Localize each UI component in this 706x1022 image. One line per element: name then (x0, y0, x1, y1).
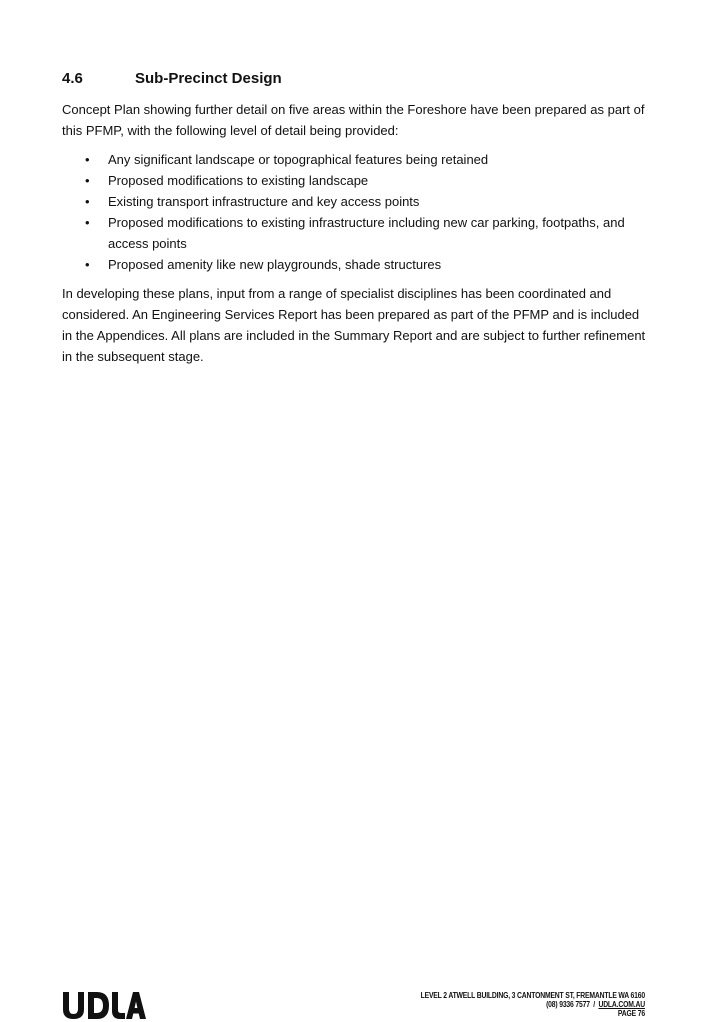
page-number: PAGE 76 (617, 1009, 645, 1018)
detail-list (62, 149, 646, 275)
list-item: • Existing transport infrastructure and key access points (108, 191, 646, 212)
list-item: • Proposed modifications to existing infrastructure including new car parking, footpaths, and access points (108, 212, 646, 254)
page-content (62, 70, 646, 367)
footer-phone: (08) 9336 7577 (546, 1000, 590, 1009)
section-title: Sub-Precinct Design (135, 70, 282, 87)
list-item: • Any significant landscape or topographical features being retained (108, 149, 646, 170)
udla-logo (62, 990, 146, 1020)
closing-paragraph: In developing these plans, input from a range of specialist disciplines has been coordinated and considered. An Engineering Services Report has been prepared as part of the PFMP and is included in the Appendices. All plans are included in the Summary Report and are subject to further refinement in the subsequent stage. (62, 286, 646, 364)
footer-separator: / (593, 1000, 596, 1009)
section-heading (62, 70, 646, 87)
footer-website-link[interactable]: UDLA.COM.AU (598, 1000, 645, 1009)
list-item: • Proposed modifications to existing landscape (108, 170, 646, 191)
section-number: 4.6 (62, 70, 83, 87)
intro-paragraph: Concept Plan showing further detail on five areas within the Foreshore have been prepared as part of this PFMP, with the following level of detail being provided: (62, 102, 645, 138)
footer-address-line: LEVEL 2 ATWELL BUILDING, 3 CANTONMENT ST, FREMANTLE WA 6160 (420, 991, 645, 1000)
list-item: • Proposed amenity like new playgrounds, shade structures (108, 254, 646, 275)
footer-contact (421, 991, 645, 1018)
footer-contact-line (421, 1000, 645, 1009)
